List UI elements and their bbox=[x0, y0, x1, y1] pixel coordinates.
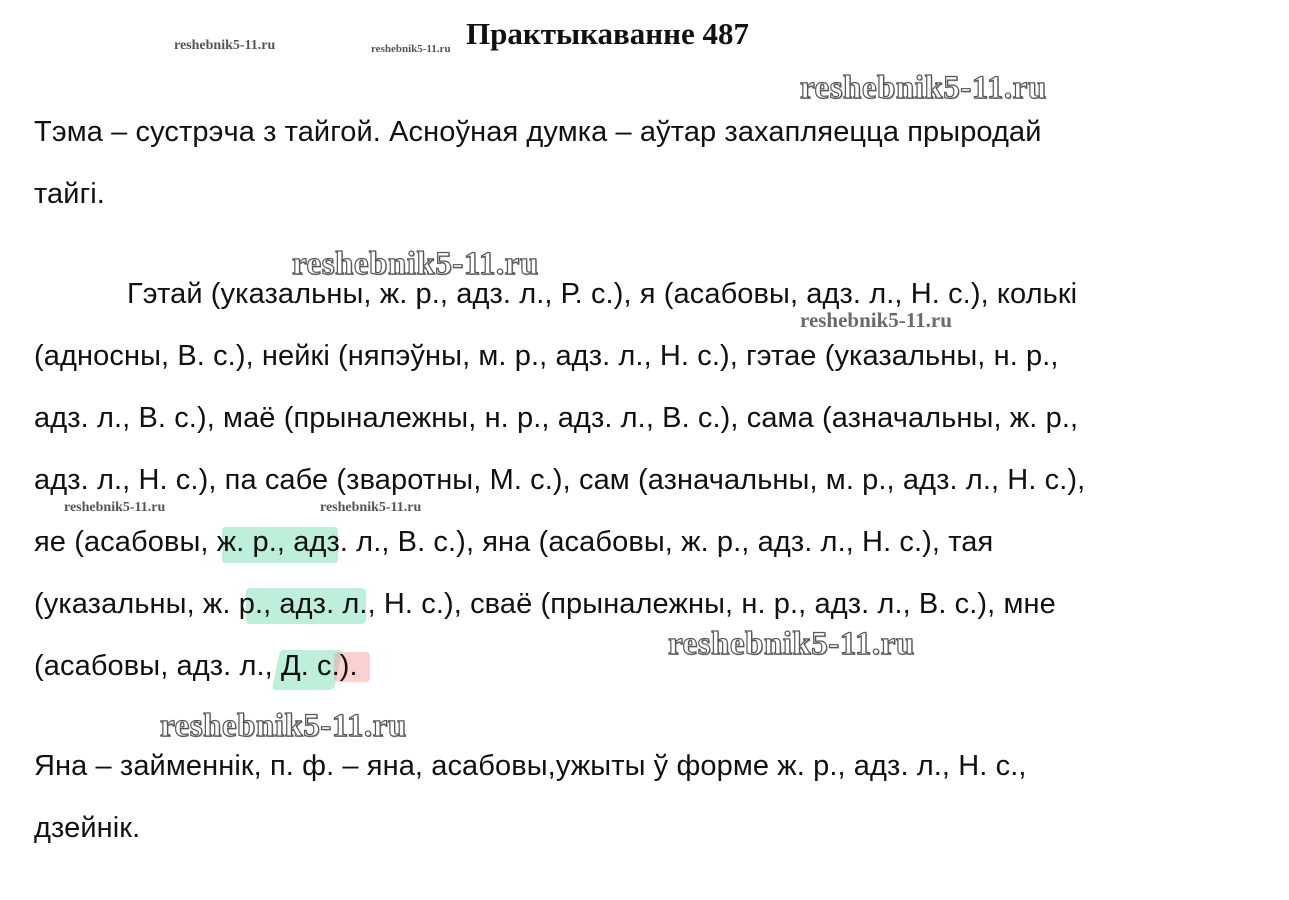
analysis-line: (асабовы, адз. л., Д. с.). bbox=[34, 650, 358, 682]
watermark: reshebnik5-11.ru bbox=[668, 626, 915, 662]
watermark: reshebnik5-11.ru bbox=[320, 500, 422, 515]
analysis-line: (указальны, ж. р., адз. л., Н. с.), сваё (прыналежны, н. р., адз. л., В. с.), мне bbox=[34, 588, 1056, 620]
analysis-line: адз. л., В. с.), маё (прыналежны, н. р., адз. л., В. с.), сама (азначальны, ж. р., bbox=[34, 402, 1079, 434]
parse-line: дзейнік. bbox=[34, 812, 141, 844]
parse-line: Яна – займеннік, п. ф. – яна, асабовы,ужыты ў форме ж. р., адз. л., Н. с., bbox=[34, 750, 1027, 782]
analysis-line: Гэтай (указальны, ж. р., адз. л., Р. с.), я (асабовы, адз. л., Н. с.), колькі bbox=[127, 278, 1078, 310]
watermark: reshebnik5-11.ru bbox=[64, 500, 166, 515]
watermark: reshebnik5-11.ru bbox=[292, 246, 539, 282]
watermark: reshebnik5-11.ru bbox=[160, 708, 407, 744]
theme-line: Тэма – сустрэча з тайгой. Асноўная думка – аўтар захапляецца прыродай bbox=[34, 116, 1042, 148]
watermark: reshebnik5-11.ru bbox=[800, 70, 1047, 106]
page-title: Практыкаванне 487 bbox=[466, 16, 750, 51]
analysis-line: адз. л., Н. с.), па сабе (зваротны, М. с.), сам (азначальны, м. р., адз. л., Н. с.), bbox=[34, 464, 1086, 496]
watermark: reshebnik5-11.ru bbox=[174, 38, 276, 53]
theme-line: тайгі. bbox=[34, 178, 105, 210]
analysis-line: (адносны, В. с.), нейкі (няпэўны, м. р., адз. л., Н. с.), гэтае (указальны, н. р., bbox=[34, 340, 1059, 372]
analysis-line: яе (асабовы, ж. р., адз. л., В. с.), яна (асабовы, ж. р., адз. л., Н. с.), тая bbox=[34, 526, 994, 558]
watermark: reshebnik5-11.ru bbox=[800, 308, 952, 332]
watermark: reshebnik5-11.ru bbox=[371, 43, 451, 55]
